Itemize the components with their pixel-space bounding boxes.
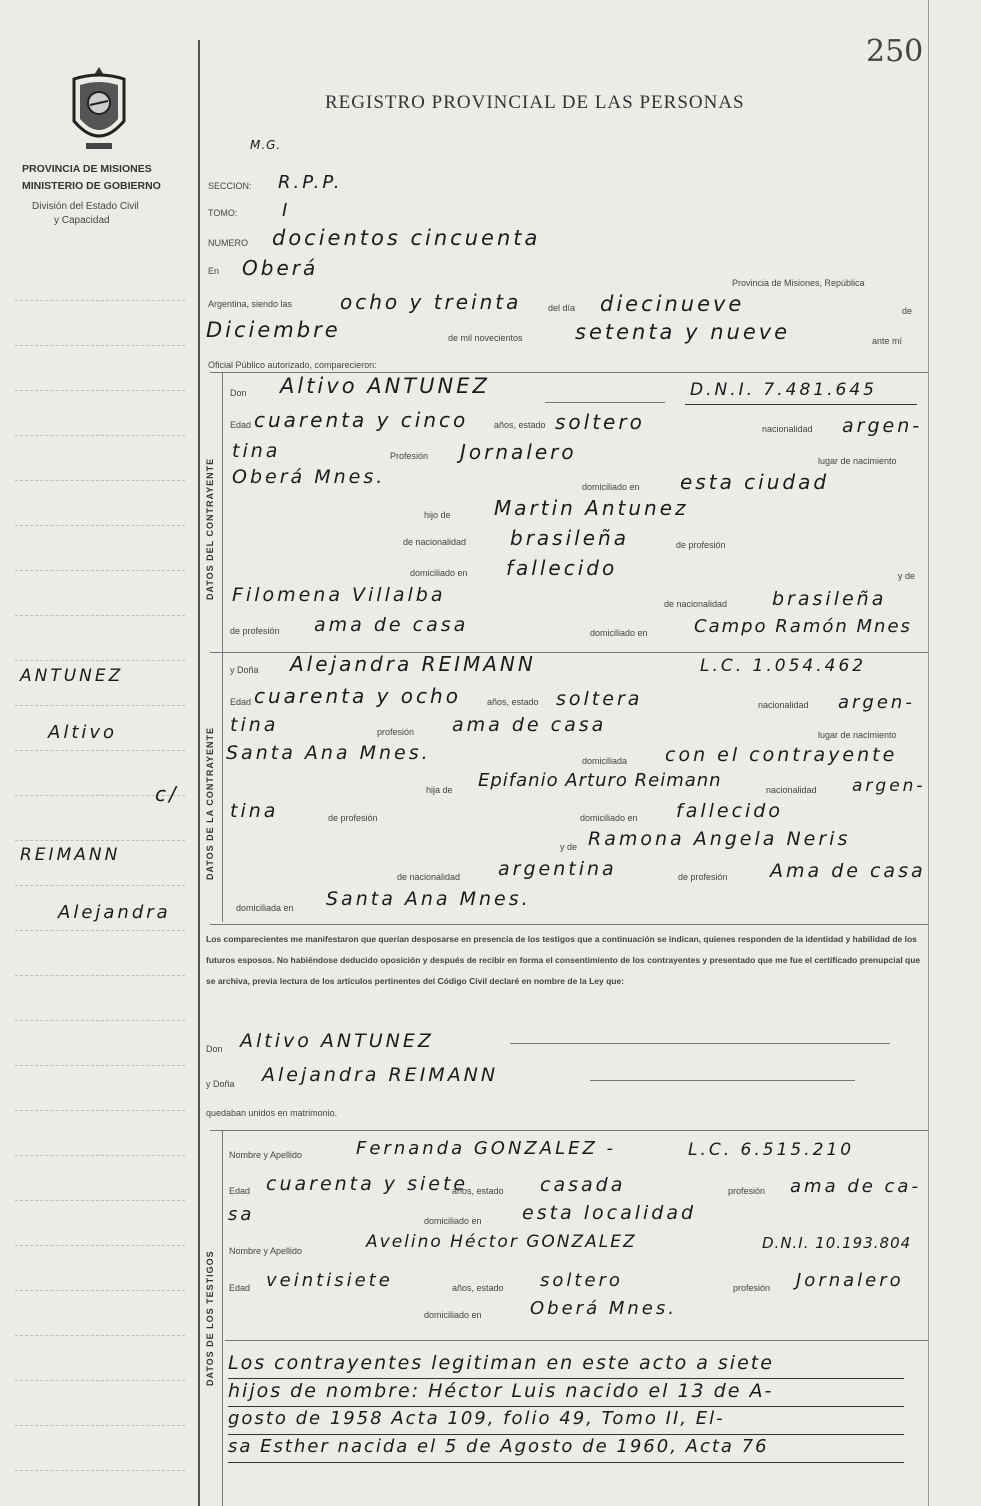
value-madre-nacionalidad-2: argentina (498, 858, 617, 880)
value-tomo: I (282, 200, 291, 221)
label-domiciliado: domiciliado en (582, 482, 640, 492)
value-madre-profesion-2: Ama de casa (770, 860, 926, 882)
value-madre-profesion: ama de casa (314, 614, 469, 636)
section-contrayente-label: DATOS DEL CONTRAYENTE (205, 457, 215, 600)
margin-connector: c/ (155, 782, 179, 806)
value-testigo-2-profesion: Jornalero (796, 1270, 904, 1291)
value-nacionalidad-2: tina (232, 440, 281, 462)
label-padre-profesion: de profesión (676, 540, 726, 550)
label-en: En (208, 266, 220, 276)
label-edad-t1: Edad (229, 1186, 251, 1196)
value-lc: L.C. 1.054.462 (700, 656, 867, 676)
label-anos-estado-2: años, estado (487, 697, 539, 707)
right-border (928, 0, 929, 1506)
issuer-ministry: MINISTERIO DE GOBIERNO (22, 180, 161, 192)
label-profesion-2: profesión (377, 727, 415, 737)
label-nombre-apellido-2: Nombre y Apellido (229, 1246, 303, 1256)
value-padre-nacionalidad-2b: tina (230, 800, 279, 822)
label-profesion: Profesión (390, 451, 429, 461)
value-padre-domicilio: fallecido (506, 556, 618, 580)
label-oficial: Oficial Público autorizado, comparecieron: (208, 360, 377, 370)
value-domicilio-2: con el contrayente (665, 744, 898, 766)
page-number: 250 (866, 34, 924, 69)
value-testigo-1-nombre: Fernanda GONZALEZ - (356, 1138, 617, 1159)
label-lugar-nacimiento-2: lugar de nacimiento (818, 730, 897, 740)
value-testigo-2-edad: veintisiete (266, 1270, 393, 1291)
note-line-3: gosto de 1958 Acta 109, folio 49, Tomo II, El- (228, 1408, 725, 1429)
label-madre-domiciliada-2: domiciliada en (236, 903, 294, 913)
page-title: REGISTRO PROVINCIAL DE LAS PERSONAS (325, 92, 745, 113)
margin-separator (198, 40, 200, 1506)
value-dona-final: Alejandra REIMANN (262, 1064, 499, 1086)
label-unidos: quedaban unidos en matrimonio. (206, 1108, 338, 1118)
value-numero: docientos cincuenta (272, 226, 541, 250)
value-testigo-2-domicilio: Oberá Mnes. (530, 1298, 677, 1319)
label-tomo: TOMO: (208, 208, 238, 218)
section-testigos-label: DATOS DE LOS TESTIGOS (205, 1250, 215, 1386)
label-anos-estado-t2: años, estado (452, 1283, 504, 1293)
label-anos-estado: años, estado (494, 420, 546, 430)
value-testigo-1-estado: casada (540, 1174, 626, 1196)
label-domiciliado-t1: domiciliado en (424, 1216, 482, 1226)
value-padre: Martin Antunez (494, 496, 689, 520)
value-madre-domicilio-2: Santa Ana Mnes. (326, 888, 531, 910)
label-madre-nacionalidad-2: de nacionalidad (397, 872, 461, 882)
label-madre-domiciliado: domiciliado en (590, 628, 648, 638)
value-madre-nacionalidad: brasileña (772, 588, 887, 610)
coat-of-arms-icon (68, 65, 130, 153)
value-testigo-2-doc: D.N.I. 10.193.804 (762, 1234, 912, 1252)
value-en: Oberá (242, 256, 319, 280)
label-lugar-nacimiento: lugar de nacimiento (818, 456, 897, 466)
issuer-division: División del Estado Civil (32, 201, 139, 212)
label-domiciliado-t2: domiciliado en (424, 1310, 482, 1320)
value-testigo-1-profesion-b: sa (228, 1204, 255, 1225)
value-estado: soltero (555, 410, 645, 434)
label-y-de-2: y de (560, 842, 578, 852)
note-line-4: sa Esther nacida el 5 de Agosto de 1960, Acta 76 (228, 1436, 769, 1457)
label-padre-domiciliado-2: domiciliado en (580, 813, 638, 823)
label-nombre-apellido-1: Nombre y Apellido (229, 1150, 303, 1160)
label-madre-profesion-2: de profesión (678, 872, 728, 882)
note-line-1: Los contrayentes legitiman en este acto a siete (228, 1352, 774, 1374)
value-don-final: Altivo ANTUNEZ (240, 1030, 434, 1052)
margin-surname-1: ANTUNEZ (20, 666, 124, 686)
label-novecientos: de mil novecientos (448, 333, 523, 343)
label-don-final: Don (206, 1044, 223, 1054)
value-seccion: R.P.P. (278, 172, 343, 193)
label-don: Don (230, 388, 247, 398)
value-padre-2: Epifanio Arturo Reimann (478, 770, 722, 791)
label-dona: y Doña (230, 665, 259, 675)
value-domicilio: esta ciudad (680, 470, 830, 494)
value-don: Altivo ANTUNEZ (280, 374, 490, 398)
label-hijo-de: hijo de (424, 510, 451, 520)
value-testigo-2-nombre: Avelino Héctor GONZALEZ (366, 1232, 637, 1252)
value-testigo-1-profesion-a: ama de ca- (790, 1176, 921, 1197)
label-nacionalidad-3: nacionalidad (766, 785, 817, 795)
value-nacionalidad-2a: argen- (838, 692, 915, 713)
label-madre-nacionalidad: de nacionalidad (664, 599, 728, 609)
label-domiciliado-2: domiciliada (582, 756, 628, 766)
label-hija-de: hija de (426, 785, 453, 795)
label-padre-nacionalidad: de nacionalidad (403, 537, 467, 547)
value-lugar-nacimiento-2: Santa Ana Mnes. (226, 742, 431, 764)
value-madre: Filomena Villalba (232, 584, 446, 606)
label-madre-profesion: de profesión (230, 626, 280, 636)
value-dia: diecinueve (600, 292, 745, 316)
value-estado-2: soltera (556, 688, 643, 710)
label-profesion-t2: profesión (733, 1283, 771, 1293)
label-padre-domiciliado: domiciliado en (410, 568, 468, 578)
value-profesion: Jornalero (460, 440, 577, 464)
value-padre-domicilio-2: fallecido (676, 800, 783, 822)
value-madre-2: Ramona Angela Neris (588, 828, 851, 850)
note-line-2: hijos de nombre: Héctor Luis nacido el 13 de A- (228, 1380, 774, 1402)
value-testigo-2-estado: soltero (540, 1270, 623, 1291)
label-padre-profesion-2: de profesión (328, 813, 378, 823)
section-contrayente-la-label: DATOS DE LA CONTRAYENTE (205, 726, 215, 880)
label-edad-t2: Edad (229, 1283, 251, 1293)
value-madre-domicilio: Campo Ramón Mnes (694, 616, 912, 637)
label-numero: NUMERO (208, 238, 248, 248)
margin-name-1: Altivo (48, 722, 118, 743)
margin-name-2: Alejandra (58, 902, 171, 923)
label-nacionalidad: nacionalidad (762, 424, 813, 434)
value-hora: ocho y treinta (340, 290, 522, 314)
label-y-de: y de (898, 571, 916, 581)
value-edad-2: cuarenta y ocho (254, 684, 461, 708)
label-profesion-t1: profesión (728, 1186, 766, 1196)
value-profesion-2: ama de casa (452, 714, 607, 736)
value-anio: setenta y nueve (575, 320, 791, 344)
value-nacionalidad-2b: tina (230, 714, 279, 736)
label-seccion: SECCION: (208, 181, 252, 191)
label-provincia: Provincia de Misiones, República (732, 278, 865, 288)
label-edad: Edad (230, 420, 252, 430)
issuer-province: PROVINCIA DE MISIONES (22, 163, 152, 175)
label-dona-final: y Doña (206, 1079, 235, 1089)
label-del-dia: del día (548, 303, 576, 313)
value-mes: Diciembre (206, 318, 341, 342)
value-padre-nacionalidad: brasileña (510, 526, 629, 550)
issuer-division-2: y Capacidad (54, 215, 110, 226)
value-testigo-1-doc: L.C. 6.515.210 (688, 1140, 855, 1160)
label-anos-estado-t1: años, estado (452, 1186, 504, 1196)
value-edad: cuarenta y cinco (254, 408, 469, 432)
annotation: M.G. (250, 138, 282, 152)
label-de: de (902, 306, 913, 316)
label-argentina: Argentina, siendo las (208, 299, 293, 309)
declaration-paragraph: Los comparecientes me manifestaron que querían desposarse en presencia de los testigos que a continuación se indican, quienes responden de la identidad y habilidad de los futuros esposos. No habiéndose deducido oposición y después de recibir en forma el consentimiento de los contrayentes y presentado que me fue el certificado prenupcial que se archiva, previa lectura de los artículos pertinentes del Código Civil declaré en nombre de la Ley que: (206, 934, 921, 986)
value-testigo-1-domicilio: esta localidad (522, 1202, 697, 1224)
label-nacionalidad-2: nacionalidad (758, 700, 809, 710)
value-nacionalidad-1: argen- (842, 415, 923, 437)
value-lugar-nacimiento: Oberá Mnes. (232, 466, 386, 488)
margin-surname-2: REIMANN (20, 845, 121, 865)
value-testigo-1-edad: cuarenta y siete (266, 1173, 469, 1195)
label-ante-mi: ante mí (872, 336, 903, 346)
value-padre-nacionalidad-2a: argen- (852, 776, 926, 796)
value-dni: D.N.I. 7.481.645 (690, 380, 877, 400)
label-edad-2: Edad (230, 697, 252, 707)
value-dona: Alejandra REIMANN (290, 652, 536, 676)
